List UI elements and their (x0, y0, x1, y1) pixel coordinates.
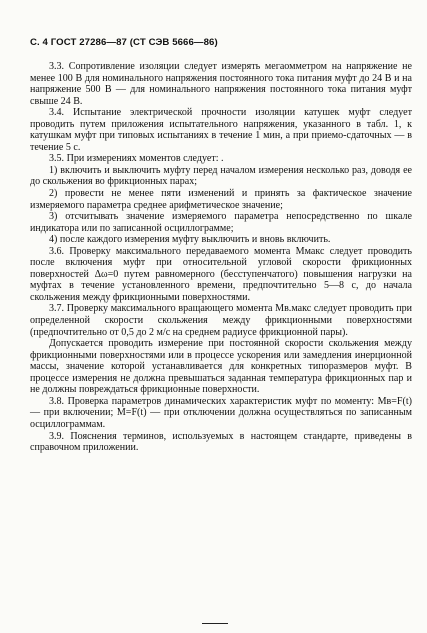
paragraph-3-4: 3.4. Испытание электрической прочности изоляции катушек муфт следует проводить путем приложения испытательного напряжения, указанного в табл. 1, к катушкам муфт при типовых испытаниях в течение 1 мин, а при приемо-сдаточных — в течение 5 с. (30, 107, 412, 153)
page-header: С. 4 ГОСТ 27286—87 (СТ СЭВ 5666—86) (30, 37, 218, 48)
paragraph-3-9: 3.9. Пояснения терминов, используемых в настоящем стандарте, приведены в справочном приложении. (30, 430, 412, 454)
end-rule (202, 623, 228, 624)
list-item-3-5-1: 1) включить и выключить муфту перед началом измерения несколько раз, доводя ее до скольжения во фрикционных парах; (30, 164, 412, 188)
list-item-3-5-2: 2) провести не менее пяти изменений и принять за фактическое значение измеряемого параметра среднее арифметическое значение; (30, 188, 412, 211)
list-item-3-5-4: 4) после каждого измерения муфту выключить и вновь включить. (49, 234, 331, 246)
list-item-3-5-3: 3) отсчитывать значение измеряемого параметра непосредственно по шкале индикатора или по записанной осциллограмме; (30, 211, 412, 234)
paragraph-3-5: 3.5. При измерениях моментов следует: . (49, 153, 224, 165)
paragraph-3-3: 3.3. Сопротивление изоляции следует измерять мегаомметром на напряжение не менее 100 В для номинального напряжения постоянного тока питания муфт до 24 В и на напряжение 500 В — для номинального напряжения постоянного тока питания муфт свыше 24 В. (30, 61, 412, 107)
paragraph-3-7: 3.7. Проверку максимального вращающего момента Mв.макс следует проводить при определенной скорости скольжения между фрикционными поверхностями (предпочтительно от 0,5 до 2 м/с на среднем радиусе фрикционной пары). (30, 303, 412, 338)
document-body (30, 61, 412, 454)
paragraph-3-8: 3.8. Проверка параметров динамических характеристик муфт по моменту: Mв=F(t) — при включении; M=F(t) — при отключении должна осуществляться по записанным осциллограммам. (30, 395, 412, 430)
paragraph-3-7-continued: Допускается проводить измерение при постоянной скорости скольжения между фрикционными поверхностями или в процессе ускорения или замедления инерционной массы, значение которой устанавливается для конкретных типоразмеров муфт. В процессе измерения не должна превышаться заданная температура фрикционных пар и не должны повреждаться фрикционные поверхности. (30, 338, 412, 396)
paragraph-3-6: 3.6. Проверку максимального передаваемого момента Mмакс следует проводить после включения муфт при относительной угловой скорости фрикционных поверхностей Δω=0 путем равномерного (бесступенчатого) повышения нагрузки на муфтах в течение установленного времени, предпочтительно 5—8 с, до начала скольжения между фрикционными поверхностями. (30, 245, 412, 303)
